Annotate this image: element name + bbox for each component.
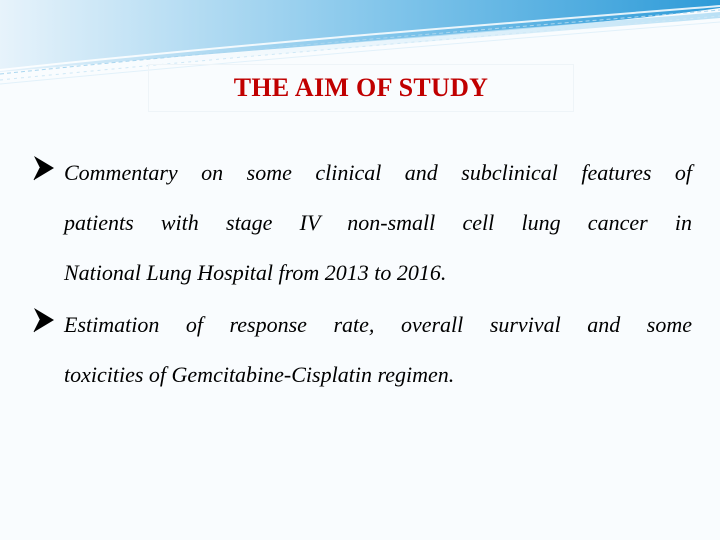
bullet-line: National Lung Hospital from 2013 to 2016. bbox=[64, 260, 447, 285]
arrow-check-icon bbox=[32, 152, 58, 184]
bullet-line: patients with stage IV non-small cell lung cancer in bbox=[64, 210, 692, 235]
bullet-line: Commentary on some clinical and subclinical features of bbox=[64, 160, 692, 185]
bullet-line: Estimation of response rate, overall survival and some bbox=[64, 312, 692, 337]
bullet-line: toxicities of Gemcitabine-Cisplatin regimen. bbox=[64, 362, 455, 387]
title-box bbox=[148, 64, 574, 112]
arrow-check-icon bbox=[32, 304, 58, 336]
slide-title: THE AIM OF STUDY bbox=[233, 73, 489, 102]
bullet-item bbox=[32, 148, 692, 298]
bullet-item bbox=[32, 300, 692, 400]
bullet-list bbox=[32, 148, 692, 400]
